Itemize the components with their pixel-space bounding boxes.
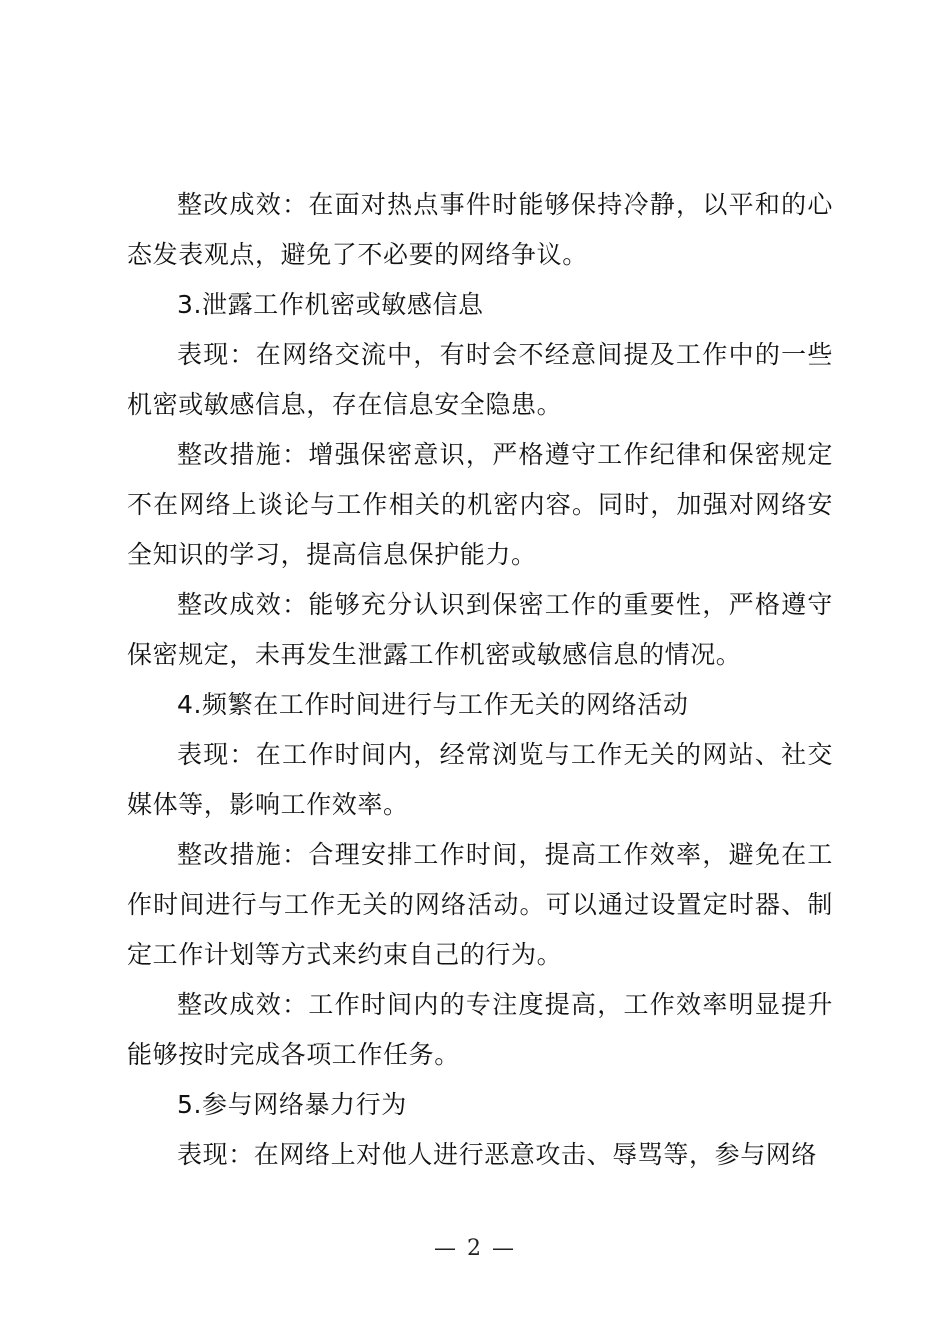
paragraph-outcome-4: 整改成效：工作时间内的专注度提高，工作效率明显提升能够按时完成各项工作任务。 [127, 990, 833, 1069]
paragraph-measures-4: 整改措施：合理安排工作时间，提高工作效率，避免在工作时间进行与工作无关的网络活动。可以通过设置定时器、制定工作计划等方式来约束自己的行为。 [127, 840, 833, 969]
paragraph-symptom-5: 表现：在网络上对他人进行恶意攻击、辱骂等，参与网络 [177, 1140, 818, 1169]
paragraph-symptom-4: 表现：在工作时间内，经常浏览与工作无关的网站、社交媒体等，影响工作效率。 [127, 740, 833, 819]
paragraph-outcome-1: 整改成效：在面对热点事件时能够保持冷静，以平和的心态发表观点，避免了不必要的网络争议。 [127, 190, 833, 269]
section-heading-5: 5.参与网络暴力行为 [177, 1090, 407, 1119]
section-heading-4: 4.频繁在工作时间进行与工作无关的网络活动 [177, 690, 689, 719]
paragraph-outcome-3: 整改成效：能够充分认识到保密工作的重要性，严格遵守保密规定，未再发生泄露工作机密或敏感信息的情况。 [127, 590, 833, 669]
document-body [127, 180, 833, 1180]
paragraph-symptom-3: 表现：在网络交流中，有时会不经意间提及工作中的一些机密或敏感信息，存在信息安全隐患。 [127, 340, 833, 419]
page-number: — 2 — [434, 1236, 516, 1261]
section-heading-3: 3.泄露工作机密或敏感信息 [177, 290, 484, 319]
paragraph-measures-3: 整改措施：增强保密意识，严格遵守工作纪律和保密规定不在网络上谈论与工作相关的机密内容。同时，加强对网络安全知识的学习，提高信息保护能力。 [127, 440, 833, 569]
